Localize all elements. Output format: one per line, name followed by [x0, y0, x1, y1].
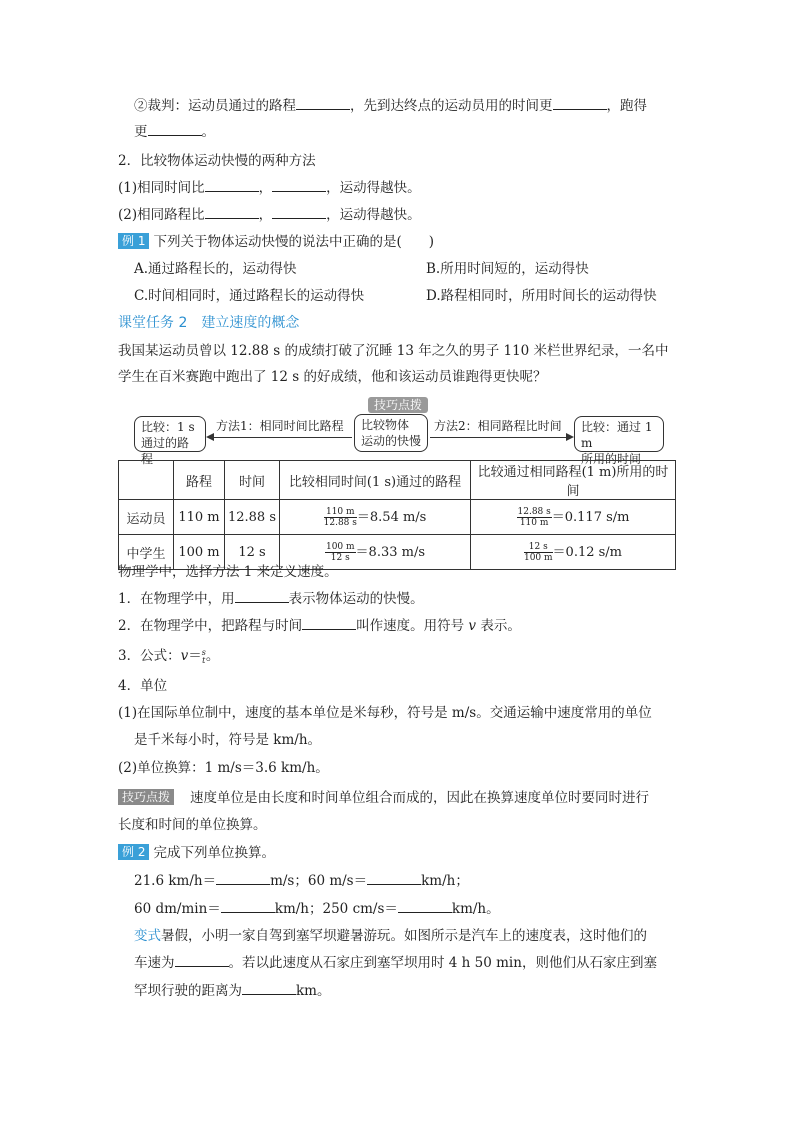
concept-4: 4．单位 — [118, 678, 168, 694]
text: 。 — [201, 124, 215, 140]
table-cell — [471, 535, 676, 570]
concept-2 — [118, 616, 521, 636]
text: ，先到达终点的运动员用的时间更 — [350, 98, 553, 114]
text: ， — [258, 207, 273, 223]
table-header-cell: 比较通过相同路程(1 m)所用的时间 — [471, 461, 676, 500]
table-header-cell: 路程 — [174, 461, 225, 500]
tip-line-cont: 长度和时间的单位换算。 — [118, 817, 267, 833]
denominator: 110 m — [519, 518, 549, 528]
numerator: s — [201, 647, 206, 657]
text: (2)相同路程比 — [118, 207, 205, 223]
answer-blank[interactable] — [205, 205, 259, 219]
concept-1 — [118, 589, 424, 609]
fraction — [524, 542, 553, 563]
table-header-cell: 比较相同时间(1 s)通过的路程 — [280, 461, 471, 500]
task-2-intro-cont: 学生在百米赛跑中跑出了 12 s 的好成绩，他和该运动员谁跑得更快呢？ — [118, 369, 547, 385]
box-text: 比较：通过 1 m — [581, 420, 653, 450]
text: km。 — [296, 983, 331, 999]
table-header-cell — [119, 461, 174, 500]
referee-line-cont — [134, 122, 215, 142]
answer-blank[interactable] — [367, 871, 421, 885]
method-1-line — [118, 178, 421, 198]
option-a[interactable]: A.通过路程长的，运动得快 — [134, 261, 297, 277]
text: m/s；60 m/s＝ — [270, 873, 368, 889]
text: 叫作速度。用符号 — [356, 618, 469, 634]
table-cell — [280, 500, 471, 535]
box-text: 所用的时间 — [581, 452, 642, 466]
arrowhead-right-icon — [566, 433, 574, 441]
table-cell: 中学生 — [119, 535, 174, 570]
example-2-question — [118, 843, 275, 863]
unit-line-2: 是千米每小时，符号是 km/h。 — [134, 732, 322, 748]
arrow-right — [430, 437, 570, 438]
answer-blank[interactable] — [553, 96, 607, 110]
task-2-intro: 我国某运动员曾以 12.88 s 的成绩打破了沉睡 13 年之久的男子 110 米栏世界纪录，一名中 — [118, 343, 669, 359]
text: (1)相同时间比 — [118, 180, 205, 196]
box-text: 比较物体 — [361, 418, 410, 432]
text: ＝ — [188, 648, 202, 664]
tip-badge: 技巧点拨 — [368, 397, 428, 413]
text: 车速为 — [134, 955, 175, 971]
fraction — [325, 542, 356, 563]
box-text: 运动的快慢 — [361, 434, 422, 448]
arrow-left — [208, 437, 352, 438]
text: 下列关于物体运动快慢的说法中正确的是( ) — [153, 234, 434, 250]
numerator: 12.88 s — [517, 507, 551, 517]
right-box — [574, 416, 664, 466]
method-2-line — [118, 205, 421, 225]
denominator: 12.88 s — [323, 518, 357, 528]
referee-line — [134, 96, 647, 116]
table-cell: 110 m — [174, 500, 225, 535]
text: 21.6 km/h＝ — [134, 873, 217, 889]
answer-blank[interactable] — [272, 178, 326, 192]
table-cell: 12 s — [225, 535, 280, 570]
text: 3．公式： — [118, 648, 181, 664]
tip-line — [118, 788, 649, 808]
concept-3-formula — [118, 646, 219, 666]
text: km/h；250 cm/s＝ — [274, 901, 398, 917]
task-2-title: 课堂任务 2 建立速度的概念 — [118, 315, 300, 331]
variant-line-3 — [134, 981, 330, 1001]
text: 速度单位是由长度和时间单位组合而成的，因此在换算速度单位时要同时进行 — [190, 790, 650, 806]
text: 完成下列单位换算。 — [153, 845, 275, 861]
table-header-cell: 时间 — [225, 461, 280, 500]
comparison-table — [118, 460, 676, 570]
result: ＝8.54 m/s — [356, 510, 427, 525]
variant-line-2 — [134, 953, 657, 973]
answer-blank[interactable] — [398, 899, 452, 913]
answer-blank[interactable] — [205, 178, 259, 192]
symbol-v: v — [180, 648, 189, 664]
fraction — [324, 507, 357, 528]
denominator: 100 m — [523, 553, 553, 563]
unit-line-1: (1)在国际单位制中，速度的基本单位是米每秒，符号是 m/s。交通运输中速度常用的单位 — [118, 705, 652, 721]
conversion-line-2 — [134, 899, 500, 919]
denominator: t — [202, 655, 206, 665]
table-cell: 运动员 — [119, 500, 174, 535]
option-c[interactable]: C.时间相同时，通过路程长的运动得快 — [134, 288, 365, 304]
text: 罕坝行驶的距离为 — [134, 983, 242, 999]
left-box — [134, 416, 206, 466]
concept-intro: 物理学中，选择方法 1 来定义速度。 — [118, 564, 338, 580]
text: ②裁判：运动员通过的路程 — [134, 98, 296, 114]
method-2-label: 方法2：相同路程比时间 — [434, 419, 562, 433]
arrowhead-left-icon — [206, 433, 214, 441]
text: km/h。 — [451, 901, 500, 917]
answer-blank[interactable] — [242, 981, 296, 995]
result: ＝0.12 s/m — [552, 545, 623, 560]
text: 1．在物理学中，用 — [118, 591, 235, 607]
table-cell: 12.88 s — [225, 500, 280, 535]
table-row — [119, 500, 676, 535]
text: 表示物体运动的快慢。 — [288, 591, 424, 607]
symbol-v: v — [468, 618, 477, 634]
unit-conversion: (2)单位换算：1 m/s＝3.6 km/h。 — [118, 760, 329, 776]
numerator: 110 m — [324, 507, 357, 518]
text: 60 dm/min＝ — [134, 901, 221, 917]
variant-line-1 — [134, 926, 647, 946]
example-tag: 例 1 — [118, 233, 149, 249]
table-header-row — [119, 461, 676, 500]
answer-blank[interactable] — [296, 96, 350, 110]
text: ， — [258, 180, 273, 196]
text: ，运动得越快。 — [326, 207, 421, 223]
result: ＝8.33 m/s — [355, 545, 426, 560]
denominator: 12 s — [330, 553, 350, 563]
text: ，跑得 — [606, 98, 647, 114]
numerator: 12 s — [524, 542, 553, 553]
answer-blank[interactable] — [235, 589, 289, 603]
box-text: 通过的路程 — [141, 436, 190, 466]
text: 。若以此速度从石家庄到塞罕坝用时 4 h 50 min，则他们从石家庄到塞 — [228, 955, 657, 971]
tip-tag: 技巧点拨 — [118, 789, 174, 805]
option-d[interactable]: D.路程相同时，所用时间长的运动得快 — [426, 288, 657, 304]
text: 。 — [205, 648, 220, 664]
center-box — [354, 414, 428, 452]
example-1-question — [118, 232, 434, 252]
answer-blank[interactable] — [175, 953, 229, 967]
text: 表示。 — [476, 618, 521, 634]
variant-label: 变式 — [134, 928, 161, 944]
example-tag: 例 2 — [118, 844, 149, 860]
option-b[interactable]: B.所用时间短的，运动得快 — [426, 261, 589, 277]
text: km/h； — [421, 873, 469, 889]
text: 2．在物理学中，把路程与时间 — [118, 618, 303, 634]
table-cell: 100 m — [174, 535, 225, 570]
answer-blank[interactable] — [272, 205, 326, 219]
table-cell — [471, 500, 676, 535]
method-1-label: 方法1：相同时间比路程 — [216, 419, 344, 433]
answer-blank[interactable] — [148, 122, 202, 136]
text: 更 — [134, 124, 148, 140]
answer-blank[interactable] — [216, 871, 270, 885]
result: ＝0.117 s/m — [551, 510, 630, 525]
numerator: 100 m — [325, 542, 355, 552]
text: ，运动得越快。 — [326, 180, 421, 196]
answer-blank[interactable] — [221, 899, 275, 913]
box-text: 比较：1 s — [141, 420, 195, 434]
fraction — [517, 507, 552, 528]
text: 暑假，小明一家自驾到塞罕坝避暑游玩。如图所示是汽车上的速度表，这时他们的 — [161, 928, 647, 944]
answer-blank[interactable] — [302, 616, 356, 630]
conversion-line-1 — [134, 871, 469, 891]
section-heading: 2．比较物体运动快慢的两种方法 — [118, 153, 316, 169]
